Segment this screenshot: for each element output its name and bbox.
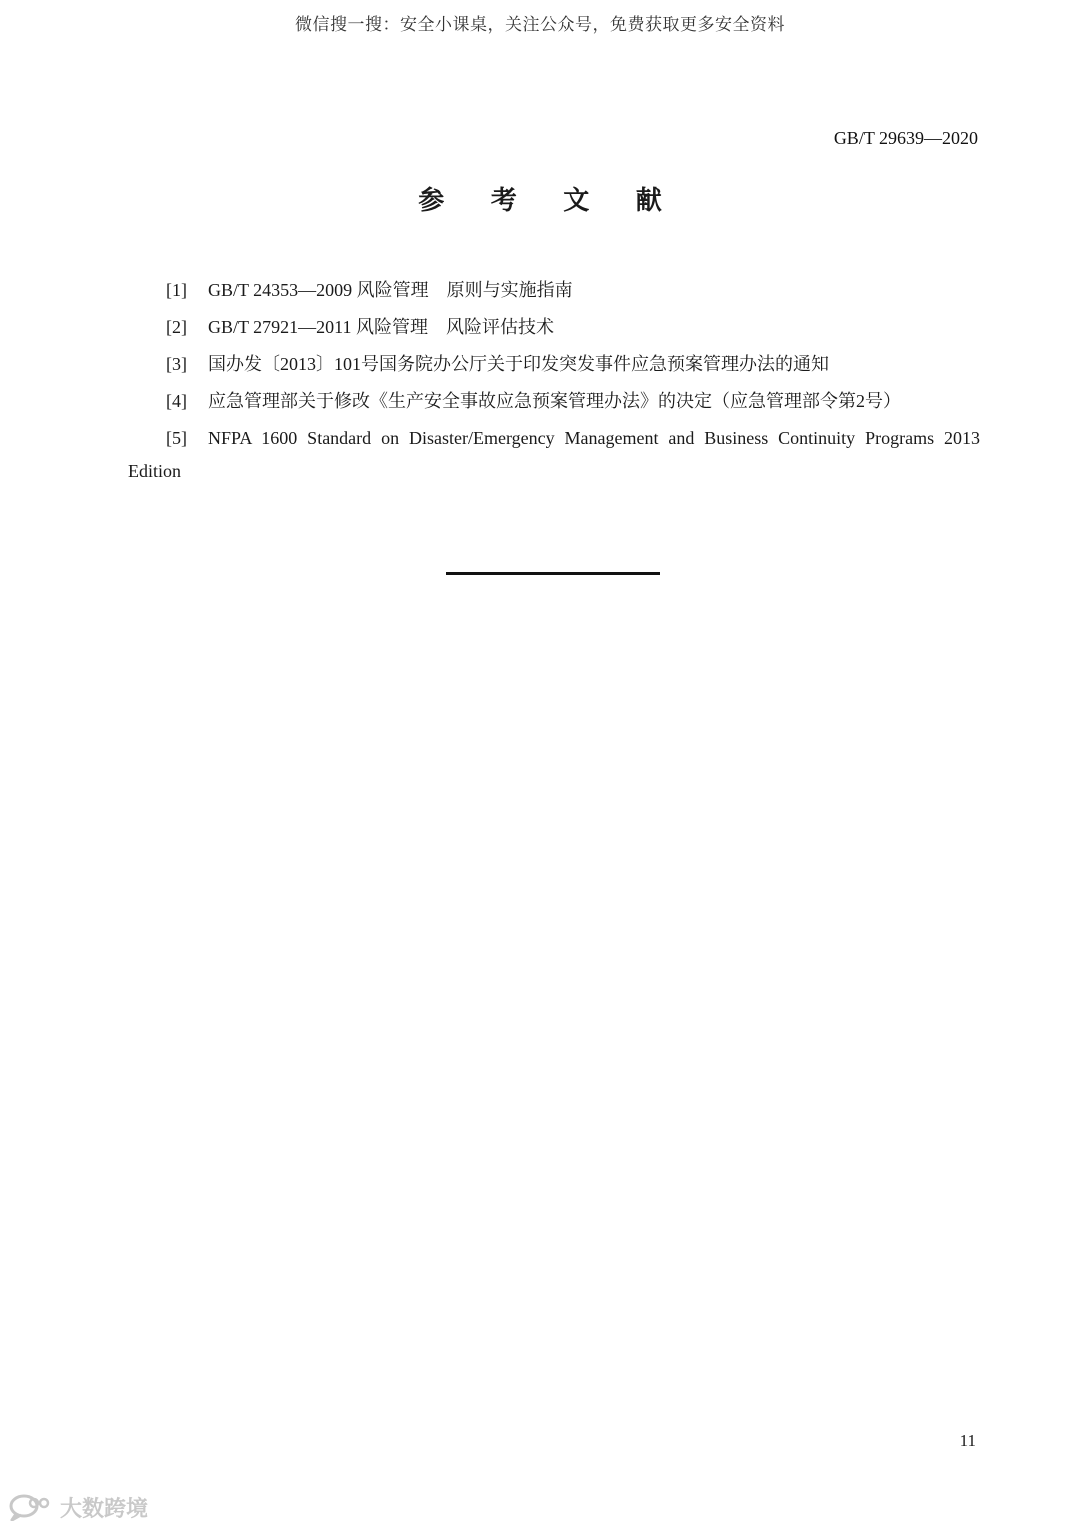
reference-text: GB/T 27921—2011 风险管理 风险评估技术: [208, 317, 555, 337]
reference-number: [5]: [166, 428, 187, 448]
reference-number: [2]: [166, 317, 187, 337]
reference-text: GB/T 24353—2009 风险管理 原则与实施指南: [208, 280, 573, 300]
promo-banner: 微信搜一搜：安全小课桌，关注公众号，免费获取更多安全资料: [295, 15, 785, 34]
reference-number: [1]: [166, 280, 187, 300]
reference-text: NFPA 1600 Standard on Disaster/Emergency Management and Business Continuity Programs 2013 Edition: [128, 428, 980, 481]
reference-item: [128, 309, 980, 346]
reference-item: [128, 383, 980, 420]
watermark-text: 大数跨境: [60, 1496, 149, 1522]
standard-code: GB/T 29639—2020: [833, 128, 978, 148]
reference-list: [128, 272, 980, 488]
reference-item: [128, 346, 980, 383]
reference-number: [3]: [166, 354, 187, 374]
reference-text: 应急管理部关于修改《生产安全事故应急预案管理办法》的决定（应急管理部令第2号）: [208, 391, 901, 411]
page-number: 11: [959, 1431, 976, 1450]
chat-bubble-logo-icon: [8, 1493, 54, 1521]
page-title: 参 考 文 献: [418, 186, 682, 215]
reference-number: [4]: [166, 391, 187, 411]
reference-item: [128, 272, 980, 309]
reference-item: [128, 422, 980, 488]
reference-text: 国办发〔2013〕101号国务院办公厅关于印发突发事件应急预案管理办法的通知: [208, 354, 829, 374]
end-divider: [446, 572, 660, 575]
watermark: [8, 1490, 148, 1524]
